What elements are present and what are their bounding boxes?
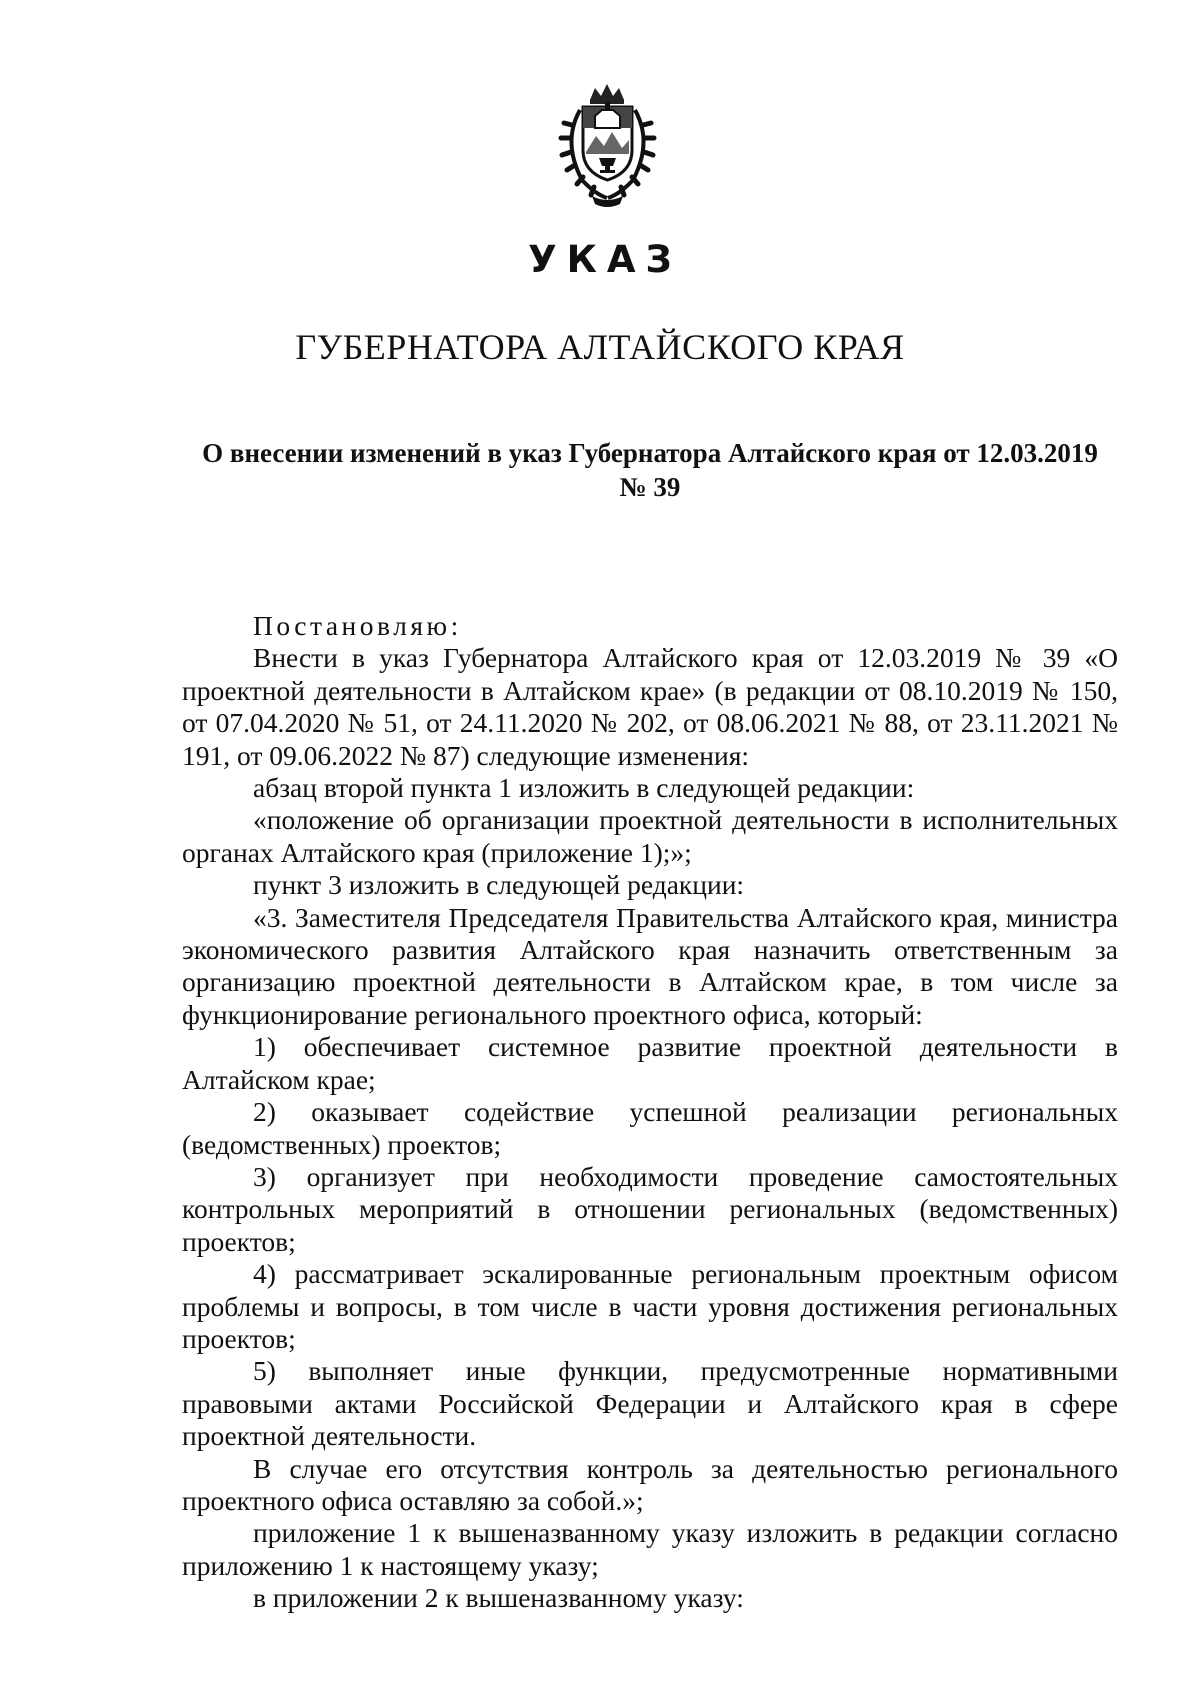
document-title [182,436,1118,504]
body-paragraph: В случае его отсутствия контроль за деятельностью регионального проектного офиса оставляю за собой.»; [182,1452,1118,1516]
body-paragraph: «3. Заместителя Председателя Правительства Алтайского края, министра экономического развития Алтайского края назначить ответственным за организацию проектной деятельности в Алтайском крае, в том числе за функционирование регионального проектного офиса, который: [182,901,1118,1030]
coat-of-arms-icon [550,80,665,210]
body-paragraph: Внести в указ Губернатора Алтайского края от 12.03.2019 № 39 «О проектной деятельности в Алтайском крае» (в редакции от 08.10.2019 № 150, от 07.04.2020 № 51, от 24.11.2020 № 202, от 08.06.2021 № 88, от 23.11.2021 № 191, от 09.06.2022 № 87) следующие изменения: [182,642,1118,771]
body-paragraph: абзац второй пункта 1 изложить в следующей редакции: [253,772,915,804]
body-paragraph: 4) рассматривает эскалированные региональным проектным офисом проблемы и вопросы, в том числе в части уровня достижения региональных проектов; [182,1258,1118,1354]
title-line-2: № 39 [619,472,681,502]
body-paragraph: в приложении 2 к вышеназванному указу: [253,1582,744,1614]
body-paragraph: 2) оказывает содействие успешной реализации региональных (ведомственных) проектов; [182,1096,1118,1160]
decree-word: Постановляю: [253,610,462,641]
title-line-1: О внесении изменений в указ Губернатора Алтайского края от 12.03.2019 [202,438,1098,468]
body-paragraph: 5) выполняет иные функции, предусмотренные нормативными правовыми актами Российской Федерации и Алтайского края в сфере проектной деятельности. [182,1355,1118,1452]
document-type: УКАЗ [528,238,682,281]
body-paragraph: приложение 1 к вышеназванному указу изложить в редакции согласно приложению 1 к настоящему указу; [182,1517,1118,1581]
issuer-heading: ГУБЕРНАТОРА АЛТАЙСКОГО КРАЯ [295,327,905,367]
body-paragraph: пункт 3 изложить в следующей редакции: [253,869,745,901]
body-paragraph: 3) организует при необходимости проведение самостоятельных контрольных мероприятий в отношении региональных (ведомственных) проектов; [182,1160,1118,1257]
body-paragraph: «положение об организации проектной деятельности в исполнительных органах Алтайского края (приложение 1);»; [182,804,1118,868]
document-body [182,610,1118,1615]
body-paragraph: 1) обеспечивает системное развитие проектной деятельности в Алтайском крае; [182,1031,1118,1095]
